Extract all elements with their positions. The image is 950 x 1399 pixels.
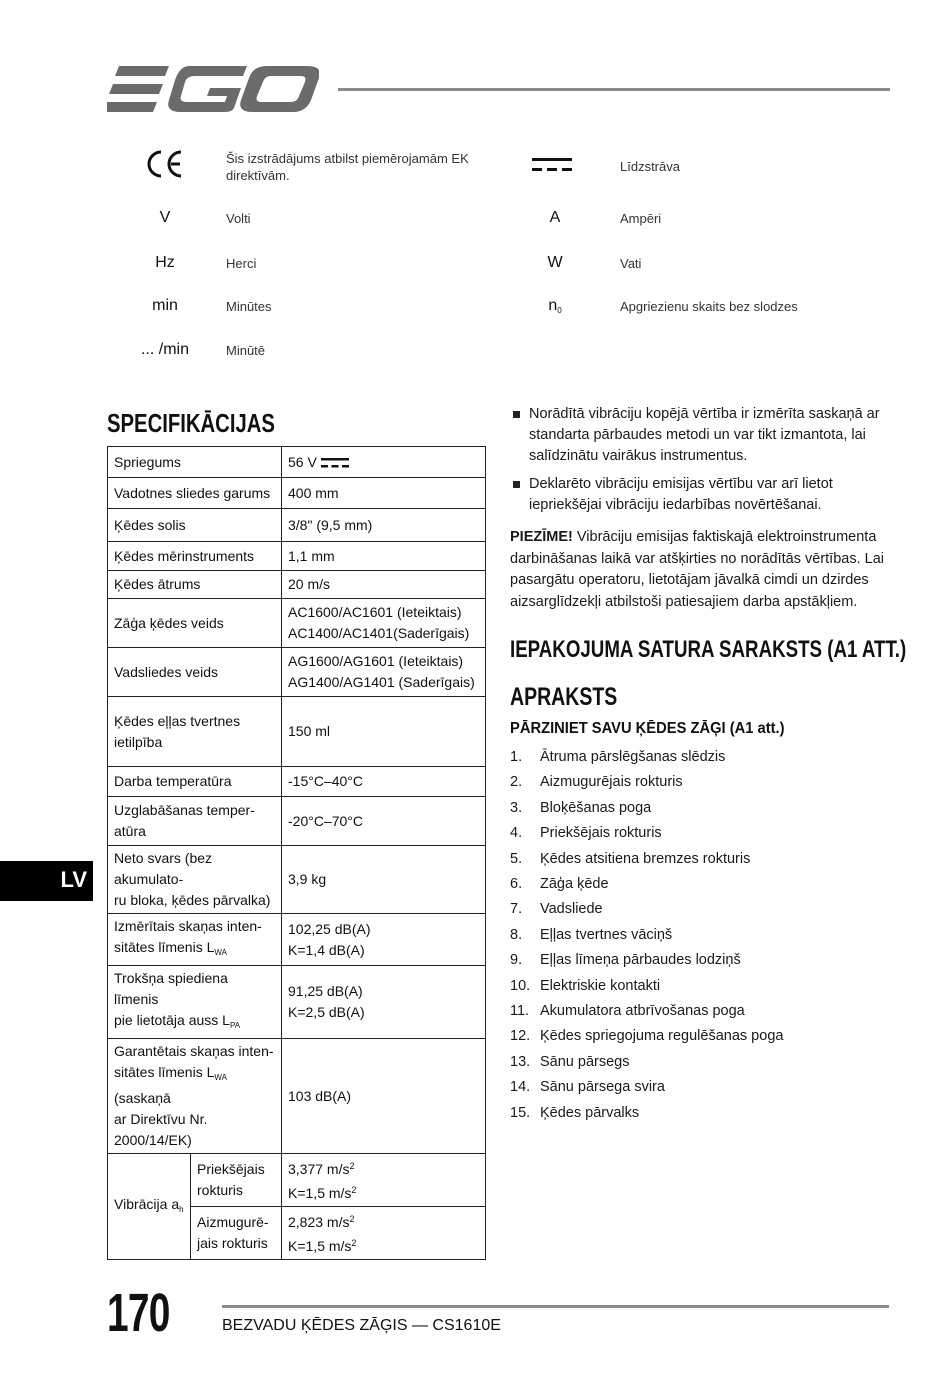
- spec-value: 103 dB(A): [282, 1039, 486, 1154]
- list-item: 9. Eļļas līmeņa pārbaudes lodziņš: [510, 952, 741, 969]
- table-row: [108, 966, 486, 1039]
- spec-value: 56 V: [282, 447, 486, 478]
- symbol-per-minute: ... /min: [140, 341, 189, 358]
- parts-list: [510, 745, 890, 1126]
- spec-value: -20°C–70°C: [282, 797, 486, 846]
- spec-value: 20 m/s: [282, 571, 486, 599]
- note-paragraph: [510, 527, 890, 613]
- list-item: 10. Elektriskie kontakti: [510, 977, 661, 994]
- spec-value: 150 ml: [282, 697, 486, 767]
- language-tab: [0, 861, 93, 901]
- table-row: [108, 767, 486, 797]
- spec-label: Ķēdes mērinstruments: [108, 542, 282, 571]
- symbol-no-load-speed: $n_0$: [548, 297, 562, 315]
- symbol-per-minute-text: Minūtē: [226, 343, 266, 358]
- symbol-volts: V: [159, 209, 171, 226]
- symbol-dc-text: Līdzstrāva: [620, 159, 680, 174]
- table-row: [108, 509, 486, 542]
- symbol-minutes-text: Minūtes: [226, 299, 272, 314]
- table-row: [108, 599, 486, 648]
- symbol-amperes: A: [549, 209, 561, 226]
- list-item: 4. Priekšējais rokturis: [510, 825, 662, 842]
- spec-value: AC1600/AC1601 (Ieteiktais) AC1400/AC1401(Saderīgais): [282, 599, 486, 648]
- list-item: 2. Aizmugurējais rokturis: [510, 774, 683, 791]
- list-item: 3. Bloķēšanas poga: [510, 799, 652, 816]
- spec-label: Izmērītais skaņas inten- sitātes līmenis $L_{WA}$: [108, 914, 282, 966]
- table-row: [108, 542, 486, 571]
- list-item: 1. Ātruma pārslēgšanas slēdzis: [510, 749, 726, 765]
- vibration-front-label: Priekšējais rokturis: [191, 1154, 282, 1207]
- spec-label: Ķēdes ātrums: [108, 571, 282, 599]
- footer-rule: [222, 1305, 889, 1308]
- description-heading: APRAKSTS: [510, 683, 618, 711]
- spec-label: Ķēdes solis: [108, 509, 282, 542]
- table-row: [108, 648, 486, 697]
- symbol-hertz: Hz: [155, 254, 175, 271]
- list-item: Norādītā vibrāciju kopējā vērtība ir izmērīta saskaņā ar standarta pārbaudes metodi un var tikt izmantota, lai salīdzinātu vairākus instrumentus.: [510, 404, 890, 467]
- list-item: 14. Sānu pārsega svira: [510, 1079, 665, 1096]
- spec-heading: SPECIFIKĀCIJAS: [107, 408, 275, 438]
- list-item: 11. Akumulatora atbrīvošanas poga: [510, 1003, 745, 1020]
- table-row: [108, 571, 486, 599]
- spec-label: Neto svars (bez akumulato- ru bloka, ķēdes pārvalka): [108, 846, 282, 914]
- symbol-hertz-text: Herci: [226, 256, 257, 271]
- spec-table: [107, 446, 486, 1260]
- ego-logo: [107, 66, 319, 112]
- spec-value: 400 mm: [282, 478, 486, 509]
- spec-value: 3,9 kg: [282, 846, 486, 914]
- spec-label: Garantētais skaņas inten- sitātes līmenis $L_{WA}$ (saskaņā ar Direktīvu Nr. 2000/14/EK): [108, 1039, 282, 1154]
- package-heading: IEPAKOJUMA SATURA SARAKSTS (A1 ATT.): [510, 636, 907, 663]
- table-row: [108, 914, 486, 966]
- vibration-rear-label: Aizmugurē- jais rokturis: [191, 1207, 282, 1260]
- direct-current-icon: [321, 457, 349, 469]
- vibration-label: Vibrācija $a_h$: [108, 1154, 191, 1260]
- list-item: 7. Vadsliede: [510, 901, 603, 918]
- symbol-watts-text: Vati: [620, 256, 642, 271]
- ce-mark-icon: [105, 149, 225, 184]
- table-row: [108, 1039, 486, 1154]
- vibration-notes-list: [510, 404, 890, 523]
- symbol-watts: W: [547, 254, 563, 271]
- list-item: 15. Ķēdes pārvalks: [510, 1104, 640, 1121]
- table-row: [108, 1154, 486, 1207]
- list-item: Deklarēto vibrāciju emisijas vērtību var arī lietot iepriekšējai vibrāciju iedarbības novērtēšanai.: [510, 474, 890, 516]
- table-row: [108, 797, 486, 846]
- spec-label: Spriegums: [108, 447, 282, 478]
- spec-label: Zāģa ķēdes veids: [108, 599, 282, 648]
- header-rule: [338, 88, 890, 91]
- spec-value: 91,25 dB(A) K=2,5 dB(A): [282, 966, 486, 1039]
- vibration-front-value: 3,377 $m/s^2$ K=1,5 $m/s^2$: [282, 1154, 486, 1207]
- spec-label: Vadotnes sliedes garums: [108, 478, 282, 509]
- language-tab-label: LV: [60, 867, 87, 892]
- spec-value: 3/8" (9,5 mm): [282, 509, 486, 542]
- list-item: 6. Zāģa ķēde: [510, 876, 609, 893]
- spec-label: Uzglabāšanas temper- atūra: [108, 797, 282, 846]
- list-item: 12. Ķēdes spriegojuma regulēšanas poga: [510, 1028, 784, 1045]
- spec-value: 1,1 mm: [282, 542, 486, 571]
- description-subheading: PĀRZINIET SAVU ĶĒDES ZĀĢI (A1 att.): [510, 720, 785, 737]
- list-item: 5. Ķēdes atsitiena bremzes rokturis: [510, 850, 751, 867]
- list-item: 8. Eļļas tvertnes vāciņš: [510, 926, 673, 943]
- table-row: [108, 478, 486, 509]
- spec-value: 102,25 dB(A) K=1,4 dB(A): [282, 914, 486, 966]
- table-row: [108, 846, 486, 914]
- symbol-amperes-text: Ampēri: [620, 211, 662, 226]
- symbol-volts-text: Volti: [226, 211, 251, 226]
- direct-current-icon: [492, 156, 612, 181]
- spec-value: AG1600/AG1601 (Ieteiktais) AG1400/AG1401 (Saderīgais): [282, 648, 486, 697]
- list-item: 13. Sānu pārsegs: [510, 1053, 630, 1070]
- spec-label: Darba temperatūra: [108, 767, 282, 797]
- spec-label: Trokšņa spiediena līmenis pie lietotāja auss $L_{PA}$: [108, 966, 282, 1039]
- vibration-rear-value: 2,823 $m/s^2$ K=1,5 $m/s^2$: [282, 1207, 486, 1260]
- spec-value: -15°C–40°C: [282, 767, 486, 797]
- symbol-minutes: min: [152, 297, 178, 314]
- table-row: [108, 447, 486, 478]
- footer-title: BEZVADU ĶĒDES ZĀĢIS — CS1610E: [222, 1317, 501, 1334]
- symbol-ce-text: Šis izstrādājums atbilst piemērojamām EK direktīvām.: [226, 151, 469, 183]
- spec-label: Vadsliedes veids: [108, 648, 282, 697]
- note-text: Vibrāciju emisijas faktiskajā elektroinstrumenta darbināšanas laikā var atšķirties no norādītās vērtības. Lai pasargātu operatoru, lietotājam jāvalkā cimdi un dzirdes aizsarglīdzekļi atbilstoši patiesajiem darba apstākļiem.: [510, 529, 884, 610]
- spec-label: Ķēdes eļļas tvertnes ietilpība: [108, 697, 282, 767]
- note-label: PIEZĪME!: [510, 529, 573, 545]
- symbol-no-load-speed-text: Apgriezienu skaits bez slodzes: [620, 299, 798, 314]
- page-number: 170: [107, 1283, 170, 1343]
- table-row: [108, 697, 486, 767]
